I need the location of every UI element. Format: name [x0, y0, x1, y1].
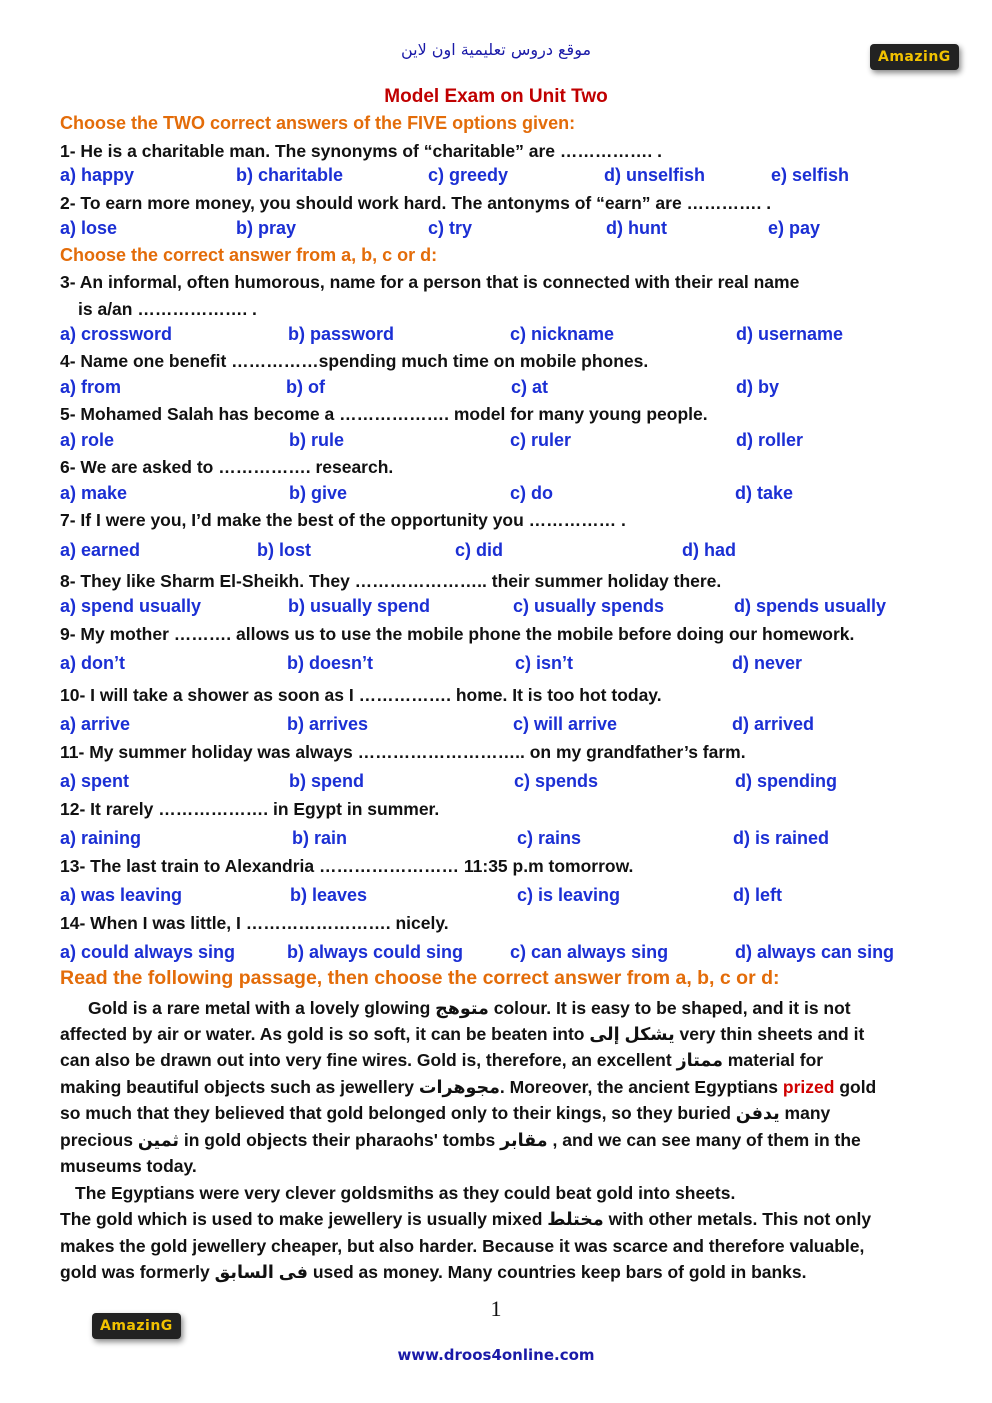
q11-option-c[interactable]: c) spends	[514, 771, 599, 791]
q7-option-c[interactable]: c) did	[455, 540, 503, 560]
q8-option-d[interactable]: d) spends usually	[734, 596, 887, 616]
question-8: 8- They like Sharm El-Sheikh. They ………………….. their summer holiday there.	[60, 571, 722, 591]
passage-line: The gold which is used to make jewellery is usually mixed مختلط with other metals. This not only	[60, 1209, 872, 1229]
q14-option-c[interactable]: c) can always sing	[510, 942, 669, 962]
passage-line: precious ثمين in gold objects their pharaohs' tombs مقابر , and we can see many of them in the	[60, 1130, 861, 1150]
q9-option-c[interactable]: c) isn’t	[515, 653, 574, 673]
question-13: 13- The last train to Alexandria …………………… 11:35 p.m tomorrow.	[60, 856, 634, 876]
question-4: 4- Name one benefit ……………spending much time on mobile phones.	[60, 351, 649, 371]
q2-option-c[interactable]: c) try	[428, 218, 473, 238]
passage-heading: Read the following passage, then choose the correct answer from a, b, c or d:	[60, 967, 780, 989]
q10-option-b[interactable]: b) arrives	[287, 714, 369, 734]
passage-line: can also be drawn out into very fine wires. Gold is, therefore, an excellent ممتاز material for	[60, 1050, 824, 1070]
question-1: 1- He is a charitable man. The synonyms of “charitable” are ……………. .	[60, 141, 662, 161]
passage-line: The Egyptians were very clever goldsmiths as they could beat gold into sheets.	[75, 1183, 736, 1203]
question-2: 2- To earn more money, you should work hard. The antonyms of “earn” are …………. .	[60, 193, 772, 213]
amazing-logo: AmazinG	[870, 44, 959, 70]
q2-option-d[interactable]: d) hunt	[606, 218, 667, 238]
footer-website-link[interactable]: www.droos4online.com	[397, 1346, 595, 1364]
q13-option-c[interactable]: c) is leaving	[517, 885, 621, 905]
passage-line: makes the gold jewellery cheaper, but also harder. Because it was scarce and therefore valuable,	[60, 1236, 865, 1256]
q6-option-d[interactable]: d) take	[735, 483, 794, 503]
q14-option-a[interactable]: a) could always sing	[60, 942, 236, 962]
passage-line: so much that they believed that gold belonged only to their kings, so they buried يدفن many	[60, 1103, 831, 1123]
q6-option-c[interactable]: c) do	[510, 483, 553, 503]
passage-line: gold was formerly فى السابق used as money. Many countries keep bars of gold in banks.	[60, 1262, 807, 1282]
passage-text: making beautiful objects such as jewellery مجوهرات. Moreover, the ancient Egyptians	[60, 1077, 783, 1097]
q5-option-c[interactable]: c) ruler	[510, 430, 572, 450]
q4-option-d[interactable]: d) by	[736, 377, 779, 397]
q1-option-c[interactable]: c) greedy	[428, 165, 509, 185]
question-3: 3- An informal, often humorous, name for a person that is connected with their real name	[60, 272, 800, 292]
q1-option-a[interactable]: a) happy	[60, 165, 135, 185]
q10-option-a[interactable]: a) arrive	[60, 714, 131, 734]
q11-option-d[interactable]: d) spending	[735, 771, 837, 791]
q11-option-b[interactable]: b) spend	[289, 771, 364, 791]
q6-option-a[interactable]: a) make	[60, 483, 128, 503]
q9-option-d[interactable]: d) never	[732, 653, 803, 673]
q12-option-a[interactable]: a) raining	[60, 828, 142, 848]
question-5: 5- Mohamed Salah has become a ………………. model for many young people.	[60, 404, 708, 424]
q13-option-a[interactable]: a) was leaving	[60, 885, 183, 905]
question-9: 9- My mother ………. allows us to use the mobile phone the mobile before doing our homework.	[60, 624, 855, 644]
q2-option-e[interactable]: e) pay	[768, 218, 821, 238]
q4-option-b[interactable]: b) of	[286, 377, 325, 397]
question-14: 14- When I was little, I ……………………. nicely.	[60, 913, 449, 933]
passage-line	[60, 1077, 876, 1098]
q10-option-c[interactable]: c) will arrive	[513, 714, 618, 734]
q8-option-a[interactable]: a) spend usually	[60, 596, 202, 616]
q3-option-d[interactable]: d) username	[736, 324, 844, 344]
q1-option-e[interactable]: e) selfish	[771, 165, 850, 185]
q12-option-d[interactable]: d) is rained	[733, 828, 830, 848]
q4-option-a[interactable]: a) from	[60, 377, 122, 397]
q3-option-a[interactable]: a) crossword	[60, 324, 173, 344]
q13-option-b[interactable]: b) leaves	[290, 885, 368, 905]
question-10: 10- I will take a shower as soon as I ……………. home. It is too hot today.	[60, 685, 662, 705]
q7-option-b[interactable]: b) lost	[257, 540, 311, 560]
q8-option-b[interactable]: b) usually spend	[288, 596, 431, 616]
passage-line: affected by air or water. As gold is so soft, it can be beaten into يشكل إلى very thin sheets and it	[60, 1024, 865, 1044]
q4-option-c[interactable]: c) at	[511, 377, 549, 397]
q12-option-b[interactable]: b) rain	[292, 828, 348, 848]
q10-option-d[interactable]: d) arrived	[732, 714, 815, 734]
q13-option-d[interactable]: d) left	[733, 885, 782, 905]
q2-option-b[interactable]: b) pray	[236, 218, 297, 238]
q12-option-c[interactable]: c) rains	[517, 828, 582, 848]
question-7: 7- If I were you, I’d make the best of the opportunity you …………… .	[60, 510, 626, 530]
passage-line: Gold is a rare metal with a lovely glowing متوهج colour. It is easy to be shaped, and it is not	[88, 998, 851, 1018]
section-heading-single-answer: Choose the correct answer from a, b, c or d:	[60, 245, 438, 265]
q3-option-c[interactable]: c) nickname	[510, 324, 615, 344]
page-number: 1	[490, 1296, 502, 1321]
q1-option-b[interactable]: b) charitable	[236, 165, 344, 185]
q14-option-b[interactable]: b) always could sing	[287, 942, 464, 962]
question-6: 6- We are asked to ……………. research.	[60, 457, 394, 477]
q7-option-d[interactable]: d) had	[682, 540, 736, 560]
highlighted-word-prized: prized	[782, 1077, 835, 1097]
q9-option-b[interactable]: b) doesn’t	[287, 653, 373, 673]
question-3-continued: is a/an ………………. .	[78, 299, 257, 319]
q6-option-b[interactable]: b) give	[289, 483, 348, 503]
site-name-arabic: موقع دروس تعليمية اون لاين	[400, 40, 592, 59]
section-heading-two-answers: Choose the TWO correct answers of the FIVE options given:	[60, 113, 576, 133]
q5-option-d[interactable]: d) roller	[736, 430, 804, 450]
q11-option-a[interactable]: a) spent	[60, 771, 130, 791]
question-11: 11- My summer holiday was always ……………………….. on my grandfather’s farm.	[60, 742, 746, 762]
amazing-logo-footer: AmazinG	[92, 1313, 181, 1339]
q2-option-a[interactable]: a) lose	[60, 218, 118, 238]
question-12: 12- It rarely ………………. in Egypt in summer.	[60, 799, 440, 819]
page-title: Model Exam on Unit Two	[384, 86, 608, 107]
q9-option-a[interactable]: a) don’t	[60, 653, 125, 673]
q14-option-d[interactable]: d) always can sing	[735, 942, 895, 962]
q5-option-b[interactable]: b) rule	[289, 430, 345, 450]
q8-option-c[interactable]: c) usually spends	[513, 596, 665, 616]
q7-option-a[interactable]: a) earned	[60, 540, 141, 560]
passage-text: gold	[834, 1077, 877, 1097]
passage-line: museums today.	[60, 1156, 197, 1176]
q5-option-a[interactable]: a) role	[60, 430, 115, 450]
q3-option-b[interactable]: b) password	[288, 324, 395, 344]
q1-option-d[interactable]: d) unselfish	[604, 165, 706, 185]
